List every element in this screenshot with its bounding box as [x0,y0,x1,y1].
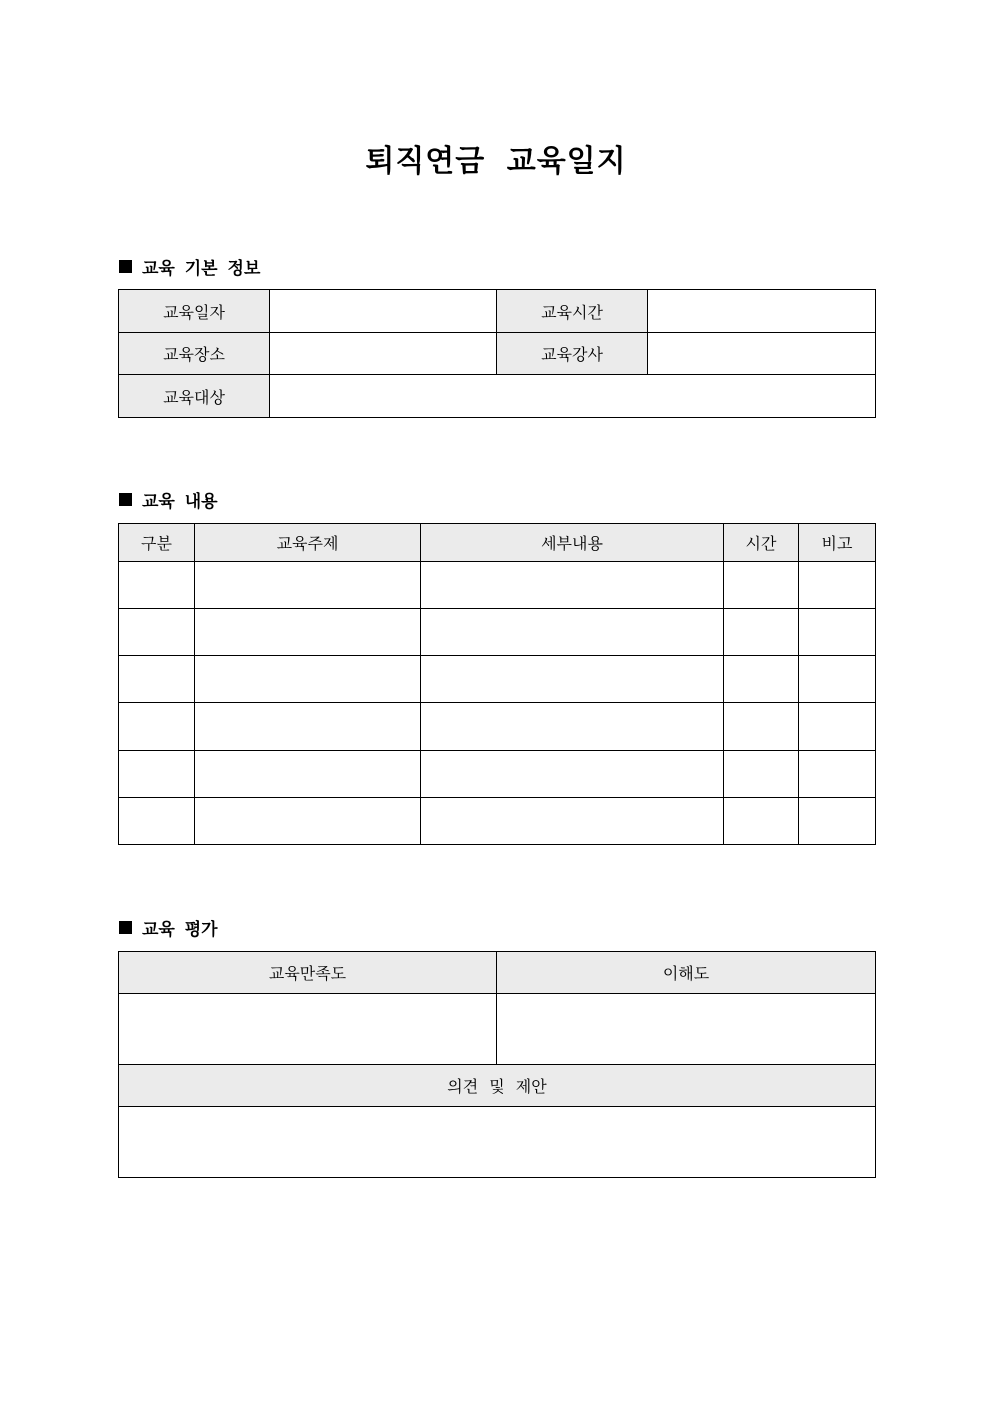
cell-details[interactable] [421,609,724,656]
table-row [119,703,876,751]
cell-details[interactable] [421,703,724,751]
cell-category[interactable] [119,798,195,845]
table-row [119,798,876,845]
table-row [119,609,876,656]
field-education-date[interactable] [270,290,497,333]
evaluation-table [118,951,876,1178]
square-bullet-icon [119,260,132,273]
column-header-time: 시간 [724,524,799,562]
label-education-instructor: 교육강사 [497,333,648,375]
field-education-time[interactable] [648,290,876,333]
section-heading-basic-info [119,254,260,279]
label-education-time: 교육시간 [497,290,648,333]
cell-details[interactable] [421,751,724,798]
cell-remarks[interactable] [799,656,876,703]
cell-remarks[interactable] [799,798,876,845]
field-education-target[interactable] [270,375,876,418]
cell-time[interactable] [724,609,799,656]
column-header-category: 구분 [119,524,195,562]
field-understanding[interactable] [497,994,876,1065]
cell-topic[interactable] [195,751,421,798]
cell-topic[interactable] [195,609,421,656]
column-header-remarks: 비고 [799,524,876,562]
cell-details[interactable] [421,798,724,845]
cell-category[interactable] [119,751,195,798]
table-row [119,562,876,609]
cell-category[interactable] [119,703,195,751]
table-row [119,656,876,703]
field-education-place[interactable] [270,333,497,375]
table-row [119,751,876,798]
cell-remarks[interactable] [799,562,876,609]
cell-time[interactable] [724,751,799,798]
section-heading-content [119,487,218,512]
section-heading-text: 교육 평가 [142,920,218,940]
section-heading-evaluation [119,915,218,940]
section-heading-text: 교육 내용 [142,492,218,512]
cell-topic[interactable] [195,656,421,703]
cell-remarks[interactable] [799,751,876,798]
label-education-date: 교육일자 [119,290,270,333]
basic-info-table [118,289,876,418]
square-bullet-icon [119,921,132,934]
document-title: 퇴직연금 교육일지 [365,144,627,179]
field-comments[interactable] [119,1107,876,1178]
section-heading-text: 교육 기본 정보 [142,259,261,279]
label-satisfaction: 교육만족도 [119,952,497,994]
cell-details[interactable] [421,562,724,609]
label-education-place: 교육장소 [119,333,270,375]
cell-time[interactable] [724,798,799,845]
field-satisfaction[interactable] [119,994,497,1065]
cell-remarks[interactable] [799,609,876,656]
label-understanding: 이해도 [497,952,876,994]
content-table [118,523,876,845]
cell-topic[interactable] [195,562,421,609]
column-header-details: 세부내용 [421,524,724,562]
cell-time[interactable] [724,656,799,703]
column-header-topic: 교육주제 [195,524,421,562]
cell-details[interactable] [421,656,724,703]
cell-topic[interactable] [195,798,421,845]
cell-time[interactable] [724,562,799,609]
cell-category[interactable] [119,562,195,609]
cell-remarks[interactable] [799,703,876,751]
cell-time[interactable] [724,703,799,751]
square-bullet-icon [119,493,132,506]
cell-topic[interactable] [195,703,421,751]
label-comments: 의견 및 제안 [119,1065,876,1107]
cell-category[interactable] [119,656,195,703]
label-education-target: 교육대상 [119,375,270,418]
field-education-instructor[interactable] [648,333,876,375]
cell-category[interactable] [119,609,195,656]
